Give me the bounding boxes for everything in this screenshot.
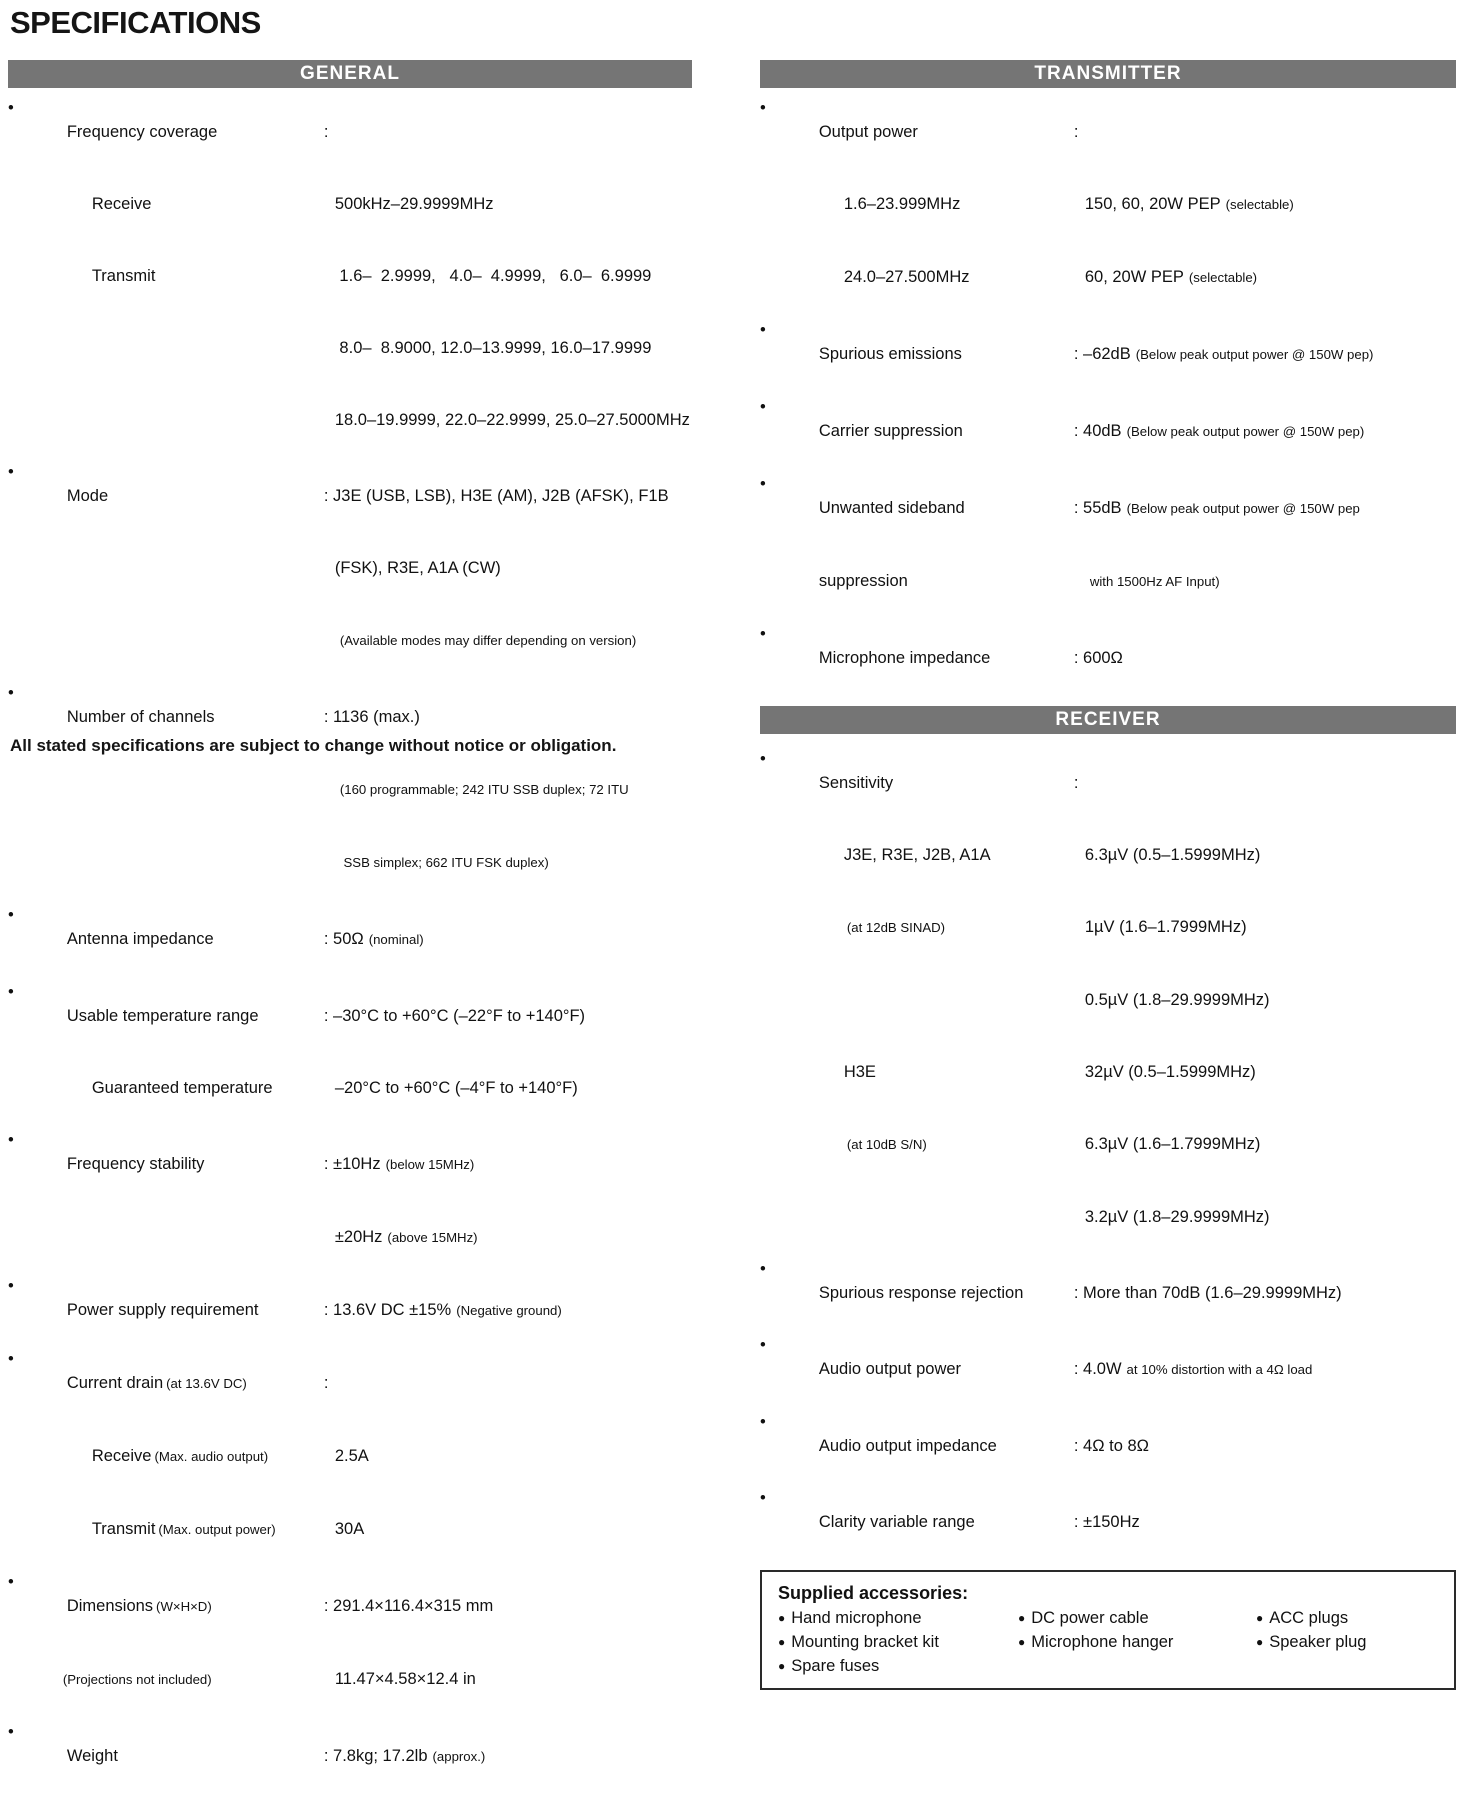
- spec-value: : –30°C to +60°C (–22°F to +140°F): [323, 1007, 586, 1025]
- spec-row: [8, 1720, 692, 1793]
- accessory-item: [778, 1606, 1018, 1630]
- spec-row: [8, 1570, 692, 1643]
- spec-label: • Antenna impedance: [8, 903, 278, 976]
- list-bullet-icon: •: [760, 99, 766, 117]
- spec-value: : 7.8kg; 17.2lb (approx.): [323, 1747, 486, 1765]
- accessory-label: Microphone hanger: [1031, 1633, 1174, 1651]
- spec-label: (Projections not included): [62, 1672, 212, 1687]
- spec-row: [760, 1036, 1456, 1108]
- spec-value: : 13.6V DC ±15% (Negative ground): [323, 1301, 562, 1319]
- spec-value: ±20Hz (above 15MHz): [334, 1228, 478, 1246]
- spec-row: [760, 168, 1456, 241]
- spec-label: Transmit (Max. output power): [91, 1520, 276, 1538]
- section-header-receiver: RECEIVER: [760, 706, 1456, 734]
- spec-row: [760, 1486, 1456, 1558]
- spec-value: : 4.0W at 10% distortion with a 4Ω load: [1073, 1360, 1313, 1378]
- spec-row: [760, 1108, 1456, 1181]
- section-header-general: GENERAL: [8, 60, 692, 88]
- spec-value: : 40dB (Below peak output power @ 150W pep): [1073, 422, 1365, 440]
- list-bullet-icon: •: [8, 99, 14, 117]
- spec-row: [8, 96, 692, 168]
- spec-value: with 1500Hz AF Input): [1089, 574, 1220, 589]
- list-bullet-icon: •: [8, 1350, 14, 1368]
- spec-row: [760, 1181, 1456, 1253]
- accessory-label: ACC plugs: [1269, 1609, 1349, 1627]
- spec-label: • Spurious response rejection: [760, 1257, 1028, 1329]
- spec-value: 500kHz–29.9999MHz: [334, 195, 494, 213]
- spec-value: : –62dB (Below peak output power @ 150W pep): [1073, 345, 1374, 363]
- accessory-bullet-icon: ●: [1018, 1611, 1026, 1625]
- spec-row: [760, 545, 1456, 618]
- spec-value: (160 programmable; 242 ITU SSB duplex; 72 ITU: [339, 782, 629, 797]
- spec-value: : ±10Hz (below 15MHz): [323, 1155, 475, 1173]
- spec-row: [760, 96, 1456, 168]
- accessory-bullet-icon: ●: [1256, 1635, 1264, 1649]
- spec-label: • Unwanted sideband: [760, 472, 1028, 545]
- list-bullet-icon: •: [760, 475, 766, 493]
- spec-label: 24.0–27.500MHz: [843, 268, 970, 286]
- spec-value: 11.47×4.58×12.4 in: [334, 1670, 476, 1688]
- spec-label: Guaranteed temperature: [91, 1079, 273, 1097]
- list-bullet-icon: •: [760, 1489, 766, 1507]
- spec-label: (at 10dB S/N): [846, 1137, 927, 1152]
- spec-row: [8, 753, 692, 826]
- spec-value: 60, 20W PEP (selectable): [1084, 268, 1258, 286]
- list-bullet-icon: •: [760, 1413, 766, 1431]
- spec-value: : 291.4×116.4×315 mm: [323, 1597, 494, 1615]
- spec-row: [8, 1201, 692, 1274]
- accessory-label: Spare fuses: [791, 1657, 880, 1675]
- spec-row: [8, 1274, 692, 1347]
- spec-label: suppression: [818, 572, 908, 590]
- spec-label: • Audio output power: [760, 1333, 1028, 1406]
- spec-value: : 600Ω: [1073, 649, 1123, 667]
- section-header-transmitter: TRANSMITTER: [760, 60, 1456, 88]
- accessory-item: [1018, 1606, 1256, 1630]
- list-bullet-icon: •: [8, 1131, 14, 1149]
- list-bullet-icon: •: [8, 463, 14, 481]
- spec-value: –20°C to +60°C (–4°F to +140°F): [334, 1079, 578, 1097]
- accessory-item: [1256, 1630, 1438, 1654]
- page-title: SPECIFICATIONS: [10, 5, 261, 40]
- list-bullet-icon: •: [8, 684, 14, 702]
- accessory-label: Hand microphone: [791, 1609, 922, 1627]
- spec-row: [760, 891, 1456, 964]
- spec-value: : 50Ω (nominal): [323, 930, 424, 948]
- spec-row: [760, 1333, 1456, 1406]
- spec-label: [8, 604, 278, 677]
- accessory-label: DC power cable: [1031, 1609, 1149, 1627]
- spec-label: • Spurious emissions: [760, 318, 1028, 391]
- spec-label: (at 12dB SINAD): [846, 920, 946, 935]
- spec-row: [760, 318, 1456, 391]
- spec-value: 8.0– 8.9000, 12.0–13.9999, 16.0–17.9999: [334, 339, 652, 357]
- spec-label: • Current drain (at 13.6V DC): [8, 1347, 278, 1420]
- accessory-bullet-icon: ●: [1256, 1611, 1264, 1625]
- spec-label: • Frequency coverage: [8, 96, 278, 168]
- spec-row: [760, 964, 1456, 1036]
- spec-value: : ±150Hz: [1073, 1513, 1140, 1531]
- spec-label: • Microphone impedance: [760, 622, 1028, 694]
- spec-label: [760, 964, 1028, 1036]
- spec-row: [8, 532, 692, 604]
- spec-label: • Sensitivity: [760, 747, 1028, 819]
- spec-value: 6.3µV (0.5–1.5999MHz): [1084, 846, 1261, 864]
- spec-value: 0.5µV (1.8–29.9999MHz): [1084, 991, 1270, 1009]
- spec-label: • Audio output impedance: [760, 1410, 1028, 1482]
- spec-row: [8, 1347, 692, 1420]
- accessory-bullet-icon: ●: [1018, 1635, 1026, 1649]
- spec-label: • Dimensions (W×H×D): [8, 1570, 278, 1643]
- spec-value: : More than 70dB (1.6–29.9999MHz): [1073, 1284, 1342, 1302]
- spec-row: [760, 622, 1456, 694]
- spec-value: (Available modes may differ depending on version): [339, 633, 637, 648]
- spec-label: [8, 1201, 278, 1274]
- general-rows: [8, 88, 692, 1793]
- spec-value: : 55dB (Below peak output power @ 150W pep: [1073, 499, 1360, 517]
- footer-note: All stated specifications are subject to change without notice or obligation.: [10, 736, 617, 755]
- spec-value: : 1136 (max.): [323, 708, 420, 726]
- spec-label: H3E: [843, 1063, 876, 1081]
- spec-value: 1.6– 2.9999, 4.0– 4.9999, 6.0– 6.9999: [334, 267, 652, 285]
- spec-label: [8, 753, 278, 826]
- transmitter-rows: [760, 88, 1456, 694]
- list-bullet-icon: •: [760, 1260, 766, 1278]
- spec-value: 3.2µV (1.8–29.9999MHz): [1084, 1208, 1270, 1226]
- accessory-bullet-icon: ●: [778, 1659, 786, 1673]
- spec-value: 18.0–19.9999, 22.0–22.9999, 25.0–27.5000MHz: [334, 411, 690, 429]
- spec-value: :: [323, 1374, 329, 1392]
- spec-label: • Weight: [8, 1720, 278, 1793]
- spec-label: • Usable temperature range: [8, 980, 278, 1052]
- spec-value: :: [1073, 123, 1079, 141]
- spec-row: [760, 1257, 1456, 1329]
- spec-label: Receive: [91, 195, 152, 213]
- accessory-item: [1018, 1630, 1256, 1654]
- spec-row: [8, 1128, 692, 1201]
- spec-label: [8, 532, 278, 604]
- spec-row: [760, 472, 1456, 545]
- accessory-bullet-icon: ●: [778, 1635, 786, 1649]
- spec-value: :: [1073, 774, 1079, 792]
- accessories-title: Supplied accessories:: [778, 1583, 969, 1603]
- accessory-item: [778, 1654, 1018, 1678]
- spec-value: (FSK), R3E, A1A (CW): [334, 559, 501, 577]
- right-column: [760, 60, 1456, 1690]
- spec-value: SSB simplex; 662 ITU FSK duplex): [339, 855, 549, 870]
- accessory-label: Speaker plug: [1269, 1633, 1367, 1651]
- list-bullet-icon: •: [8, 983, 14, 1001]
- list-bullet-icon: •: [8, 1723, 14, 1741]
- spec-label: 1.6–23.999MHz: [843, 195, 961, 213]
- spec-row: [8, 826, 692, 899]
- spec-value: :: [323, 123, 329, 141]
- list-bullet-icon: •: [760, 398, 766, 416]
- accessory-item: [1256, 1606, 1438, 1630]
- spec-row: [8, 903, 692, 976]
- spec-row: [8, 168, 692, 240]
- accessory-label: Mounting bracket kit: [791, 1633, 939, 1651]
- list-bullet-icon: •: [760, 625, 766, 643]
- spec-value: 1µV (1.6–1.7999MHz): [1084, 918, 1247, 936]
- spec-label: [8, 312, 278, 384]
- spec-value: 30A: [334, 1520, 365, 1538]
- spec-row: [760, 819, 1456, 891]
- spec-value: : 4Ω to 8Ω: [1073, 1437, 1149, 1455]
- spec-row: [8, 604, 692, 677]
- list-bullet-icon: •: [8, 906, 14, 924]
- list-bullet-icon: •: [760, 750, 766, 768]
- spec-row: [8, 384, 692, 456]
- spec-row: [760, 241, 1456, 314]
- spec-label: • Number of channels: [8, 681, 278, 753]
- spec-label: Transmit: [91, 267, 156, 285]
- spec-row: [8, 240, 692, 312]
- spec-label: • Mode: [8, 460, 278, 532]
- spec-value: 6.3µV (1.6–1.7999MHz): [1084, 1135, 1261, 1153]
- section-general: [8, 60, 692, 1793]
- spec-row: [760, 747, 1456, 819]
- spec-row: [8, 1420, 692, 1493]
- spec-label: • Power supply requirement: [8, 1274, 278, 1347]
- spec-value: 150, 60, 20W PEP (selectable): [1084, 195, 1294, 213]
- spec-label: • Clarity variable range: [760, 1486, 1028, 1558]
- spec-row: [8, 1643, 692, 1716]
- spec-label: • Output power: [760, 96, 1028, 168]
- spec-row: [760, 395, 1456, 468]
- accessory-item: [778, 1630, 1018, 1654]
- accessory-bullet-icon: ●: [778, 1611, 786, 1625]
- accessories-list: [778, 1606, 1438, 1678]
- spec-row: [8, 460, 692, 532]
- accessories-box: [760, 1570, 1456, 1690]
- spec-value: 2.5A: [334, 1447, 369, 1465]
- spec-row: [760, 1410, 1456, 1482]
- spec-label: [760, 1181, 1028, 1253]
- list-bullet-icon: •: [8, 1573, 14, 1591]
- spec-row: [8, 980, 692, 1052]
- receiver-rows: [760, 734, 1456, 1558]
- spec-value: : J3E (USB, LSB), H3E (AM), J2B (AFSK), F1B: [323, 487, 669, 505]
- spec-label: Receive (Max. audio output): [91, 1447, 269, 1465]
- spec-row: [8, 1052, 692, 1124]
- spec-row: [8, 1493, 692, 1566]
- spec-label: • Carrier suppression: [760, 395, 1028, 468]
- spec-label: • Frequency stability: [8, 1128, 278, 1201]
- list-bullet-icon: •: [760, 1336, 766, 1354]
- spec-row: [8, 312, 692, 384]
- spec-label: [8, 384, 278, 456]
- spec-value: 32µV (0.5–1.5999MHz): [1084, 1063, 1256, 1081]
- spec-label: J3E, R3E, J2B, A1A: [843, 846, 991, 864]
- spec-label: [8, 826, 278, 899]
- list-bullet-icon: •: [760, 321, 766, 339]
- list-bullet-icon: •: [8, 1277, 14, 1295]
